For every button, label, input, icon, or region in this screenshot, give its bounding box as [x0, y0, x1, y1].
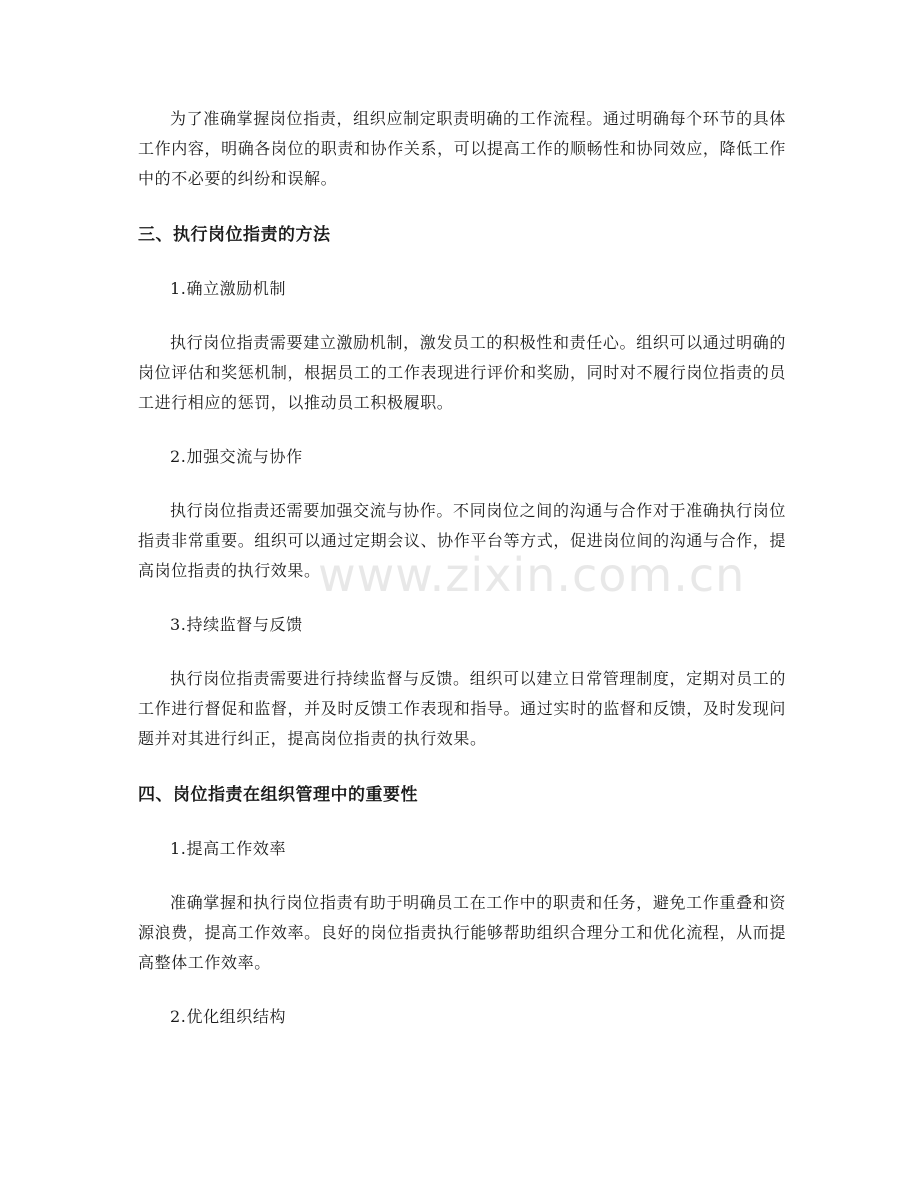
subheading-efficiency: 1.提高工作效率 [170, 839, 287, 858]
watermark-text: www.zixin.com.cn [318, 548, 746, 602]
paragraph-process: 为了准确掌握岗位指责，组织应制定职责明确的工作流程。通过明确每个环节的具体工作内容，明确各岗位的职责和协作关系，可以提高工作的顺畅性和协同效应，降低工作中的不必要的纠纷和误解。 [138, 109, 786, 188]
subheading-structure: 2.优化组织结构 [170, 1007, 287, 1026]
section-heading-importance: 四、岗位指责在组织管理中的重要性 [138, 785, 418, 805]
paragraph-supervision: 执行岗位指责需要进行持续监督与反馈。组织可以建立日常管理制度，定期对员工的工作进行督促和监督，并及时反馈工作表现和指导。通过实时的监督和反馈，及时发现问题并对其进行纠正，提高岗位指责的执行效果。 [138, 669, 786, 748]
document-body [138, 104, 786, 1032]
section-heading-methods: 三、执行岗位指责的方法 [138, 225, 331, 245]
paragraph-communication: 执行岗位指责还需要加强交流与协作。不同岗位之间的沟通与合作对于准确执行岗位指责非常重要。组织可以通过定期会议、协作平台等方式，促进岗位间的沟通与合作，提高岗位指责的执行效果。 [138, 501, 786, 580]
paragraph-incentive: 执行岗位指责需要建立激励机制，激发员工的积极性和责任心。组织可以通过明确的岗位评估和奖惩机制，根据员工的工作表现进行评价和奖励，同时对不履行岗位指责的员工进行相应的惩罚，以推动员工积极履职。 [138, 333, 786, 412]
subheading-communication: 2.加强交流与协作 [170, 447, 303, 466]
subheading-supervision: 3.持续监督与反馈 [170, 615, 303, 634]
paragraph-efficiency: 准确掌握和执行岗位指责有助于明确员工在工作中的职责和任务，避免工作重叠和资源浪费，提高工作效率。良好的岗位指责执行能够帮助组织合理分工和优化流程，从而提高整体工作效率。 [138, 893, 786, 972]
subheading-incentive: 1.确立激励机制 [170, 279, 287, 298]
